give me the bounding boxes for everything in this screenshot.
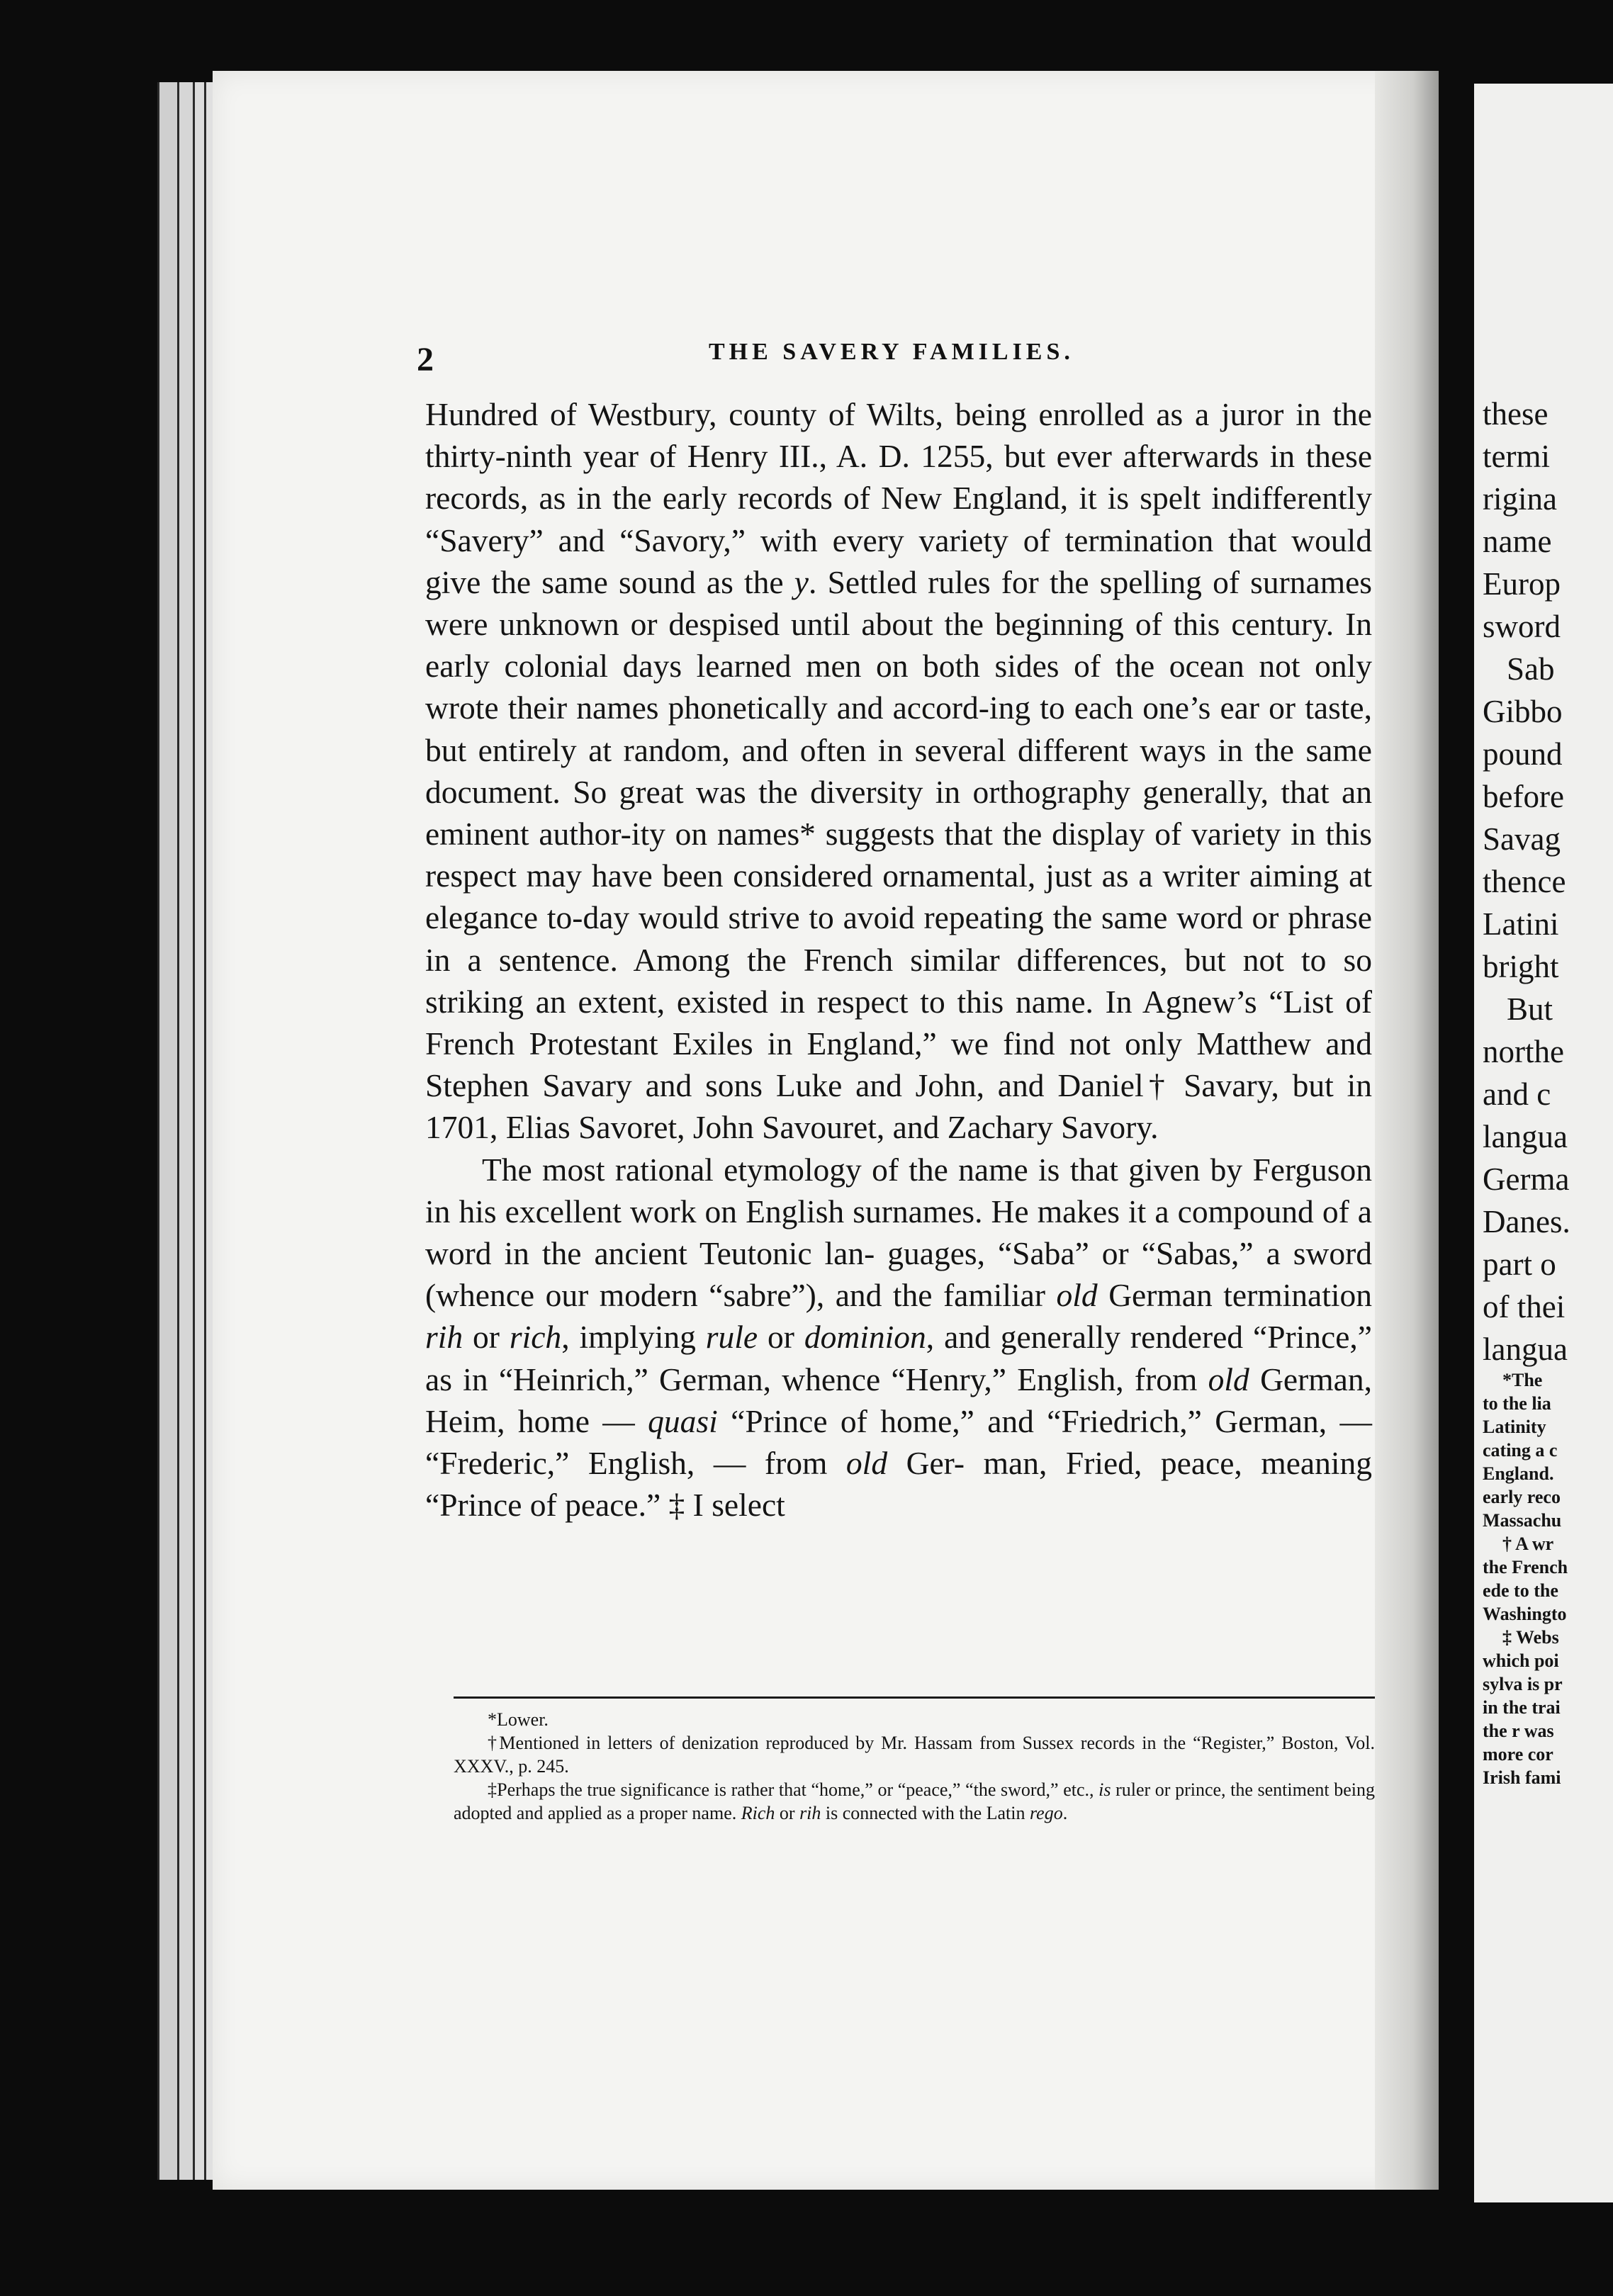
facing-page-line: sword bbox=[1483, 609, 1561, 644]
facing-page-line: Danes. bbox=[1483, 1204, 1570, 1239]
facing-page-note: more cor bbox=[1483, 1744, 1553, 1765]
facing-page-line: of thei bbox=[1483, 1289, 1566, 1324]
facing-page-note: † A wr bbox=[1502, 1534, 1554, 1554]
facing-page-line: thence bbox=[1483, 864, 1566, 899]
footnotes bbox=[454, 1708, 1375, 1825]
facing-page-line: name bbox=[1483, 524, 1552, 559]
page-number: 2 bbox=[417, 341, 434, 378]
facing-page-line: termi bbox=[1483, 439, 1550, 474]
paragraph: Hundred of Westbury, county of Wilts, being enrolled as a juror in the thirty-ninth year of Henry III., A. D. 1255, but ever afterwards in these records, as in the early records of New England, it is spelt indifferently “Savery” and “Savory,” with every variety of termination that would give the same sound as the y. Settled rules for the spelling of surnames were unknown or despised until about the beginning of this century. In early colonial days learned men on both sides of the ocean not only wrote their names phonetically and accord-ing to each one’s ear or taste, but entirely at random, and often in several different ways in the same document. So great was the diversity in orthography generally, that an eminent author-ity on names* suggests that the display of variety in this respect may have been considered ornamental, just as a writer aiming at elegance to-day would strive to avoid repeating the same word or phrase in a sentence. Among the French similar differences, but not to so striking an extent, existed in respect to this name. In Agnew’s “List of French Protestant Exiles in England,” we find not only Matthew and Stephen Savary and sons Luke and John, and Daniel† Savary, but in 1701, Elias Savoret, John Savouret, and Zachary Savory. bbox=[425, 396, 1373, 1146]
facing-page-note: Irish fami bbox=[1483, 1767, 1561, 1788]
facing-page-line: langua bbox=[1483, 1119, 1568, 1154]
facing-page-line: pound bbox=[1483, 736, 1563, 772]
facing-page-line: part o bbox=[1483, 1247, 1556, 1282]
facing-page-note: sylva is pr bbox=[1483, 1674, 1563, 1694]
facing-page-line: northe bbox=[1483, 1034, 1564, 1069]
facing-page-note: which poi bbox=[1483, 1650, 1559, 1671]
facing-page-note: to the lia bbox=[1483, 1393, 1551, 1414]
facing-page-line: Germa bbox=[1483, 1161, 1570, 1197]
footnote-rule bbox=[454, 1696, 1375, 1699]
paragraph: The most rational etymology of the name is that given by Ferguson in his excellent work on English surnames. He makes it a compound of a word in the ancient Teutonic lan- guages, “Saba” or “Sabas,” a sword (whence our modern “sabre”), and the familiar old German termination rih or rich, implying rule or dominion, and generally rendered “Prince,” as in “Heinrich,” German, whence “Henry,” English, from old German, Heim, home — quasi “Prince of home,” and “Friedrich,” German, — “Frederic,” English, — from old Ger- man, Fried, peace, meaning “Prince of peace.” ‡ I select bbox=[425, 1151, 1373, 1524]
footnote: *Lower. bbox=[488, 1709, 549, 1730]
running-head: THE SAVERY FAMILIES. bbox=[709, 339, 1074, 365]
body-text bbox=[425, 393, 1372, 1526]
facing-page-note: ede to the bbox=[1483, 1580, 1558, 1601]
facing-page-note: the French bbox=[1483, 1557, 1568, 1577]
facing-page-line: Latini bbox=[1483, 906, 1559, 942]
facing-page-line: rigina bbox=[1483, 481, 1557, 517]
page-gutter bbox=[1375, 71, 1439, 2190]
facing-page-note: Latinity bbox=[1483, 1417, 1546, 1437]
facing-page-line: Europ bbox=[1483, 566, 1561, 602]
facing-page-line: these bbox=[1483, 396, 1549, 432]
facing-page-note: *The bbox=[1502, 1370, 1543, 1390]
facing-page-line: and c bbox=[1483, 1076, 1551, 1112]
facing-page-line: But bbox=[1507, 991, 1553, 1027]
facing-page-note: ‡ Webs bbox=[1502, 1627, 1559, 1648]
facing-page-line: before bbox=[1483, 779, 1564, 814]
facing-page-note: England. bbox=[1483, 1463, 1554, 1484]
facing-page-line: bright bbox=[1483, 949, 1559, 984]
facing-page-line: langua bbox=[1483, 1332, 1568, 1367]
facing-page-note: in the trai bbox=[1483, 1697, 1561, 1718]
facing-page-line: Gibbo bbox=[1483, 694, 1563, 729]
facing-page-note: Washingto bbox=[1483, 1604, 1567, 1624]
facing-page-note: early reco bbox=[1483, 1487, 1561, 1507]
facing-page-line: Savag bbox=[1483, 821, 1561, 857]
footnote: †Mentioned in letters of denization reproduced by Mr. Hassam from Sussex records in the “Register,” Boston, Vol. XXXV., p. 245. bbox=[454, 1733, 1375, 1777]
facing-page-note: cating a c bbox=[1483, 1440, 1558, 1461]
facing-page bbox=[1474, 84, 1613, 2202]
facing-page-note: Massachu bbox=[1483, 1510, 1562, 1531]
facing-page-line: Sab bbox=[1507, 651, 1555, 687]
facing-page-note: the r was bbox=[1483, 1721, 1554, 1741]
footnote: ‡Perhaps the true significance is rather that “home,” or “peace,” “the sword,” etc., is ruler or prince, the sentiment being adopted and applied as a proper name. Rich or rih is connected with the Latin rego. bbox=[454, 1779, 1375, 1823]
